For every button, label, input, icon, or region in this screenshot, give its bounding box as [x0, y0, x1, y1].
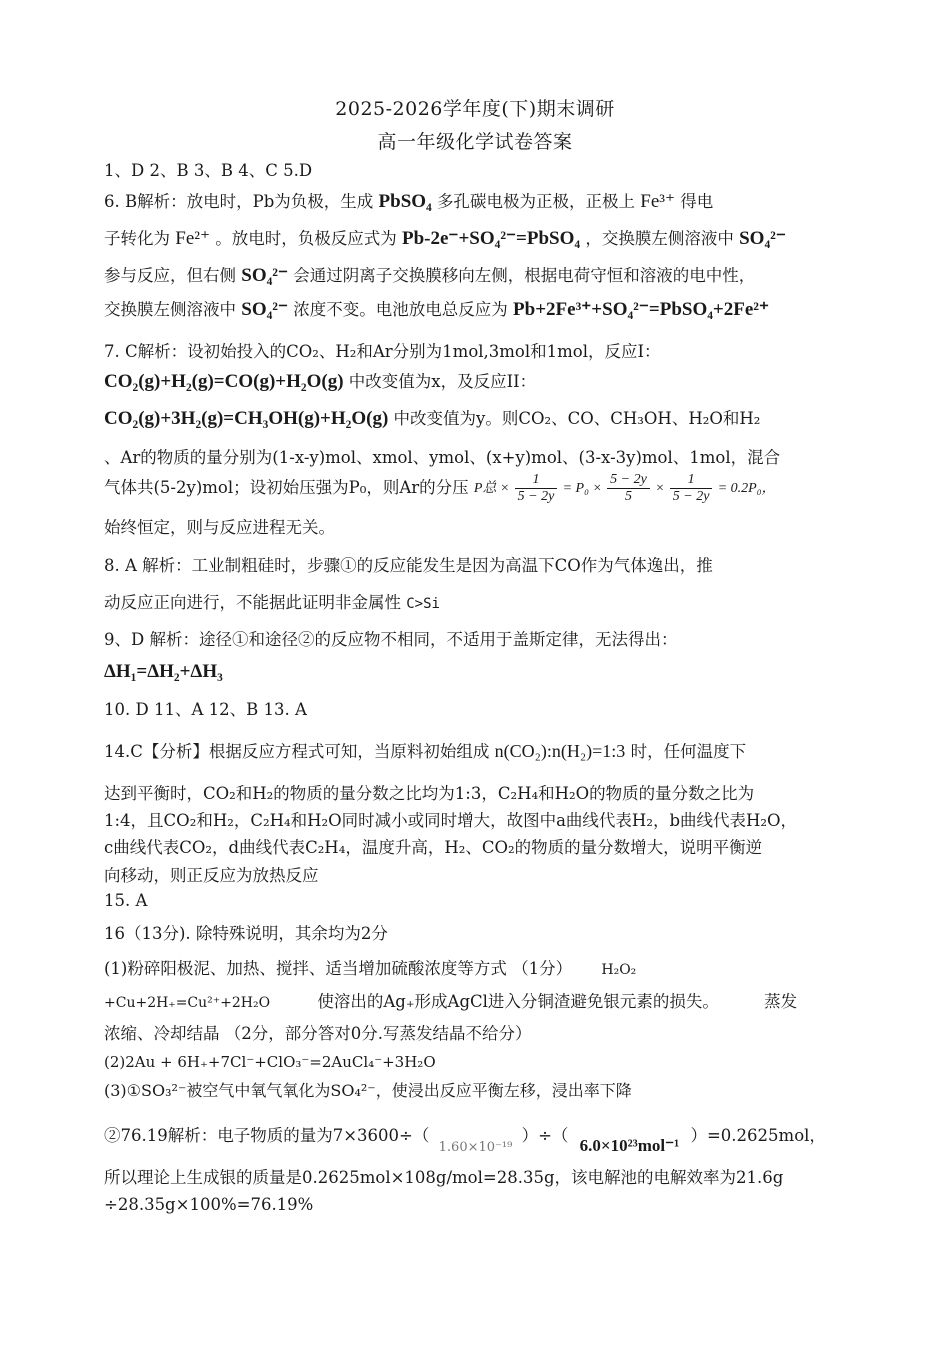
text: ）=0.2625mol，	[690, 1126, 826, 1145]
text: 动反应正向进行，不能据此证明非金属性	[104, 593, 401, 612]
text: 浓度不变。电池放电总反应为	[293, 300, 508, 319]
text: 子转化为	[104, 229, 170, 248]
q7-line-2	[104, 368, 536, 393]
text: 交换膜左侧溶液中	[104, 300, 236, 319]
q6-line-3	[104, 262, 755, 287]
answers-1-5: 1、D 2、B 3、B 4、C 5.D	[104, 161, 313, 180]
fraction-numerator: 1	[515, 472, 558, 489]
q6-line-4	[104, 296, 769, 321]
formula-pbso4: PbSO₄	[378, 191, 432, 212]
q16-3-2-line-3: ÷28.35g×100%=76.19%	[104, 1195, 314, 1214]
formula-h2o2: H₂O₂	[601, 962, 637, 978]
answers-10-13: 10. D 11、A 12、B 13. A	[104, 700, 307, 719]
q7-line-4: 、Ar的物质的量分别为(1-x-y)mol、xmol、ymol、(x+y)mol、(3-x-3y)mol、1mol，混合	[104, 448, 781, 467]
q14-line-3: 1:4，且CO₂和H₂，C₂H₄和H₂O同时减小或同时增大，故图中a曲线代表H₂，b曲线代表H₂O，	[104, 811, 798, 830]
fraction-numerator: 1	[670, 472, 713, 489]
formula-so4: SO₄²⁻	[241, 299, 289, 320]
q8-line-2	[104, 589, 440, 613]
fraction-2	[607, 472, 650, 505]
formula-fe3: Fe³⁺	[640, 191, 675, 212]
formula-so4: SO₄²⁻	[739, 228, 786, 249]
text: 得电	[680, 192, 714, 211]
text: (1)粉碎阳极泥、加热、搅拌、适当增加硫酸浓度等方式 （1分）	[104, 959, 573, 978]
text: 中改变值为y。则CO₂、CO、CH₃OH、H₂O和H₂	[393, 409, 761, 428]
q16-header: 16（13分). 除特殊说明，其余均为2分	[104, 924, 388, 943]
q9-equation	[104, 661, 223, 683]
q16-3-2-line-2: 所以理论上生成银的质量是0.2625mol×108g/mol=28.35g，该电解池的电解效率为21.6g	[104, 1168, 784, 1187]
q14-line-5: 向移动，则正反应为放热反应	[104, 866, 319, 885]
q7-line-6: 始终恒定，则与反应进程无关。	[104, 518, 335, 537]
q14-line-1	[104, 738, 746, 762]
text: 使溶出的Ag₊形成AgCl进入分铜渣避免银元素的损失。	[317, 992, 719, 1011]
text: 参与反应，但右侧	[104, 266, 236, 285]
text: 时，任何温度下	[630, 742, 747, 761]
q7-line-5	[104, 472, 776, 505]
text: 中改变值为x，及反应II：	[348, 372, 537, 391]
reaction-2-equation: CO₂(g)+3H₂(g)=CH₃OH(g)+H₂O(g)	[104, 408, 389, 429]
q6-line-1	[104, 188, 713, 213]
text: ）÷（	[521, 1126, 569, 1145]
q16-1-line-2	[104, 988, 797, 1012]
q16-1-line-1	[104, 955, 636, 979]
fraction-denominator: 5	[624, 489, 632, 504]
text: 6. B解析：放电时，Pb为负极，生成	[104, 192, 374, 211]
p-total-symbol: P总 ×	[473, 480, 510, 496]
q7-line-1: 7. C解析：设初始投入的CO₂、H₂和Ar分别为1mol,3mol和1mol，反应I：	[104, 342, 661, 361]
answer-15: 15. A	[104, 891, 148, 910]
fraction-3	[670, 472, 713, 505]
times-sign: ×	[655, 480, 665, 496]
result-0-2-p0: = 0.2P₀，	[717, 480, 776, 496]
cu-reaction: +Cu+2H₊=Cu²⁺+2H₂O	[104, 995, 271, 1011]
q14-line-2: 达到平衡时，CO₂和H₂的物质的量分数之比均为1:3，C₂H₄和H₂O的物质的量分数之比为	[104, 784, 755, 803]
reaction-1-equation: CO₂(g)+H₂(g)=CO(g)+H₂O(g)	[104, 371, 344, 392]
q8-line-1: 8. A 解析：工业制粗硅时，步骤①的反应能发生是因为高温下CO作为气体逸出，推	[104, 556, 713, 575]
text: 蒸发	[764, 992, 798, 1011]
hess-equation: ΔH₁=ΔH₂+ΔH₃	[104, 661, 223, 682]
q16-1-line-3: 浓缩、冷却结晶 （2分，部分答对0分.写蒸发结晶不给分）	[104, 1024, 532, 1043]
q9-line-1: 9、D 解析：途径①和途径②的反应物不相同，不适用于盖斯定律，无法得出：	[104, 630, 678, 649]
q16-3-2-line-1	[104, 1122, 826, 1156]
document-title: 2025-2026学年度(下)期末调研	[335, 98, 615, 120]
text: 多孔碳电极为正极，正极上	[437, 192, 635, 211]
q16-2-equation: (2)2Au + 6H₊+7Cl⁻+ClO₃⁻=2AuCl₄⁻+3H₂O	[104, 1053, 436, 1071]
q16-3-1: (3)①SO₃²⁻被空气中氧气氧化为SO₄²⁻，使浸出反应平衡左移，浸出率下降	[104, 1081, 632, 1100]
ratio-formula: n(CO₂):n(H₂)=1:3	[494, 741, 626, 761]
c-greater-si: C>Si	[406, 596, 440, 612]
fraction-1	[515, 472, 558, 505]
q14-line-4: c曲线代表CO₂，d曲线代表C₂H₄，温度升高，H₂、CO₂的物质的量分数增大，说明平衡逆	[104, 838, 763, 857]
electron-charge: 1.60×10⁻¹⁹	[438, 1140, 513, 1155]
formula-total-reaction: Pb+2Fe³⁺+SO₄²⁻=PbSO₄+2Fe²⁺	[513, 299, 770, 320]
text: 14.C【分析】根据反应方程式可知，当原料初始组成	[104, 742, 490, 761]
document-subtitle: 高一年级化学试卷答案	[377, 131, 573, 153]
formula-so4: SO₄²⁻	[241, 265, 289, 286]
formula-fe2: Fe²⁺	[175, 228, 210, 249]
text: ②76.19解析：电子物质的量为7×3600÷（	[104, 1126, 430, 1145]
fraction-denominator: 5 − 2y	[517, 489, 555, 504]
text: ，交换膜左侧溶液中	[585, 229, 734, 248]
fraction-numerator: 5 − 2y	[607, 472, 650, 489]
formula-anode-reaction: Pb-2e⁻+SO₄²⁻=PbSO₄	[401, 228, 581, 249]
q6-line-2	[104, 225, 786, 250]
q7-line-3	[104, 405, 760, 430]
equals-p0: = P₀ ×	[562, 480, 602, 496]
fraction-denominator: 5 − 2y	[672, 489, 710, 504]
text: 会通过阴离子交换膜移向左侧，根据电荷守恒和溶液的电中性，	[293, 266, 756, 285]
text: 气体共(5-2y)mol；设初始压强为P₀，则Ar的分压	[104, 478, 469, 497]
text: 。放电时，负极反应式为	[215, 229, 397, 248]
avogadro-constant: 6.0×10²³mol⁻¹	[579, 1136, 680, 1155]
